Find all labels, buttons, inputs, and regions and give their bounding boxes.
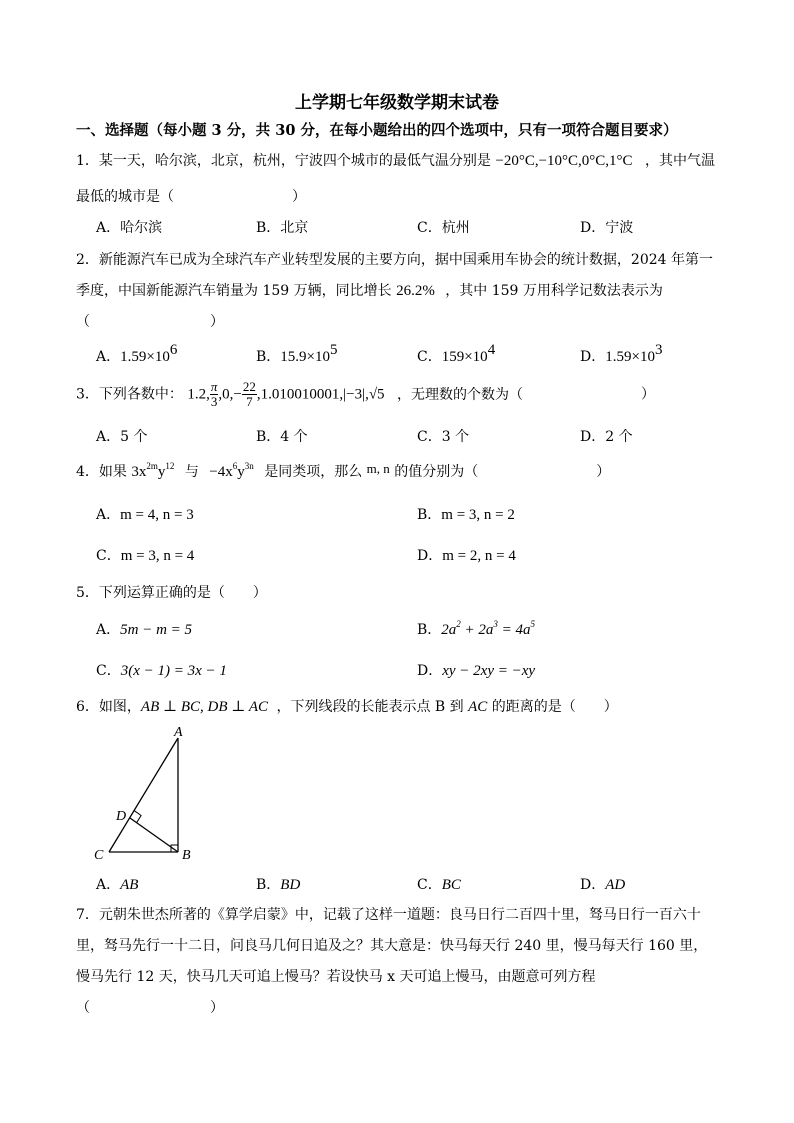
- exponent: 2m: [146, 461, 158, 471]
- option-c[interactable]: [96, 660, 227, 680]
- square-root: √5: [368, 386, 385, 403]
- exponent: 6: [232, 461, 238, 471]
- math-expression: 159×10: [441, 349, 488, 365]
- option-label: C．: [96, 548, 121, 564]
- question-text: 的值分别为（: [394, 464, 479, 480]
- question-text: 的距离的是（ ）: [491, 699, 618, 715]
- math-expression: m = 3, n = 2: [441, 507, 515, 523]
- question-5: [76, 582, 267, 602]
- math-expression: 1.59×10: [605, 349, 655, 365]
- math-expression: 1.59×10: [120, 349, 170, 365]
- vertex-label-c: C: [94, 848, 104, 863]
- exponent: 3: [493, 619, 498, 629]
- math-expression: ,1.010010001,: [256, 386, 344, 403]
- math-part: = 4a: [497, 622, 531, 638]
- math-expression: 3(x − 1) = 3x − 1: [120, 663, 227, 679]
- option-d[interactable]: [417, 545, 516, 565]
- option-d[interactable]: [417, 660, 535, 680]
- question-number: 7．: [76, 907, 99, 923]
- option-label: D．: [580, 877, 606, 893]
- math-expression: BD: [280, 877, 301, 893]
- option-c[interactable]: [417, 342, 496, 366]
- question-2: [76, 249, 713, 269]
- segment-ac: [109, 738, 178, 852]
- math-expression: AC: [468, 699, 488, 715]
- option-b[interactable]: B．北京: [256, 220, 309, 236]
- option-a[interactable]: [96, 619, 192, 639]
- exponent: 6: [169, 342, 178, 358]
- option-d[interactable]: [580, 342, 663, 366]
- option-b[interactable]: [417, 619, 535, 639]
- numerator: 22: [242, 379, 256, 394]
- question-text: ，下列线段的长能表示点 B 到: [276, 699, 464, 715]
- exponent: 4: [487, 342, 496, 358]
- option-a[interactable]: [96, 342, 178, 366]
- math-expression: 3x: [131, 464, 147, 480]
- option-d[interactable]: [580, 874, 625, 894]
- question-3: [76, 380, 655, 409]
- fraction-22-over-7: [242, 380, 257, 409]
- question-7-line3: 慢马先行 12 天，快马几天可追上慢马？若设快马 x 天可追上慢马，由题意可列方程: [76, 969, 596, 985]
- question-7: [76, 904, 701, 924]
- question-text: 下列各数中：: [98, 386, 183, 403]
- option-label: D．: [417, 663, 443, 679]
- answer-paren: ）: [210, 314, 224, 330]
- option-a[interactable]: A．5 个: [96, 429, 148, 445]
- option-a[interactable]: [96, 874, 138, 894]
- option-label: C．: [417, 877, 442, 893]
- math-expression: −4x: [209, 464, 233, 480]
- math-expression: m = 3, n = 4: [120, 548, 195, 564]
- question-text: 下列运算正确的是（ ）: [98, 585, 267, 601]
- option-b[interactable]: [417, 504, 515, 524]
- page-title: 上学期七年级数学期末试卷: [295, 93, 499, 113]
- option-label: A．: [96, 622, 121, 638]
- math-expression: xy − 2xy = −xy: [442, 663, 536, 679]
- option-label: C．: [417, 349, 442, 365]
- option-a[interactable]: [96, 504, 194, 524]
- math-expression: m, n: [366, 461, 390, 476]
- option-label: A．: [96, 877, 121, 893]
- vertex-label-d: D: [116, 809, 127, 824]
- exponent: 5: [330, 342, 338, 358]
- math-expression: −20°C,−10°C,0°C,1°C: [495, 153, 633, 169]
- question-text: 某一天，哈尔滨，北京，杭州，宁波四个城市的最低气温分别是: [98, 153, 491, 169]
- question-7-line2: 里，驽马先行一十二日，问良马几何日追及之？其大意是：快马每天行 240 里，慢马每天行 160 里，: [76, 938, 708, 954]
- question-number: 1．: [76, 153, 99, 169]
- question-6: [76, 696, 618, 716]
- question-text: 季度，中国新能源汽车销量为 159 万辆，同比增长: [76, 283, 392, 299]
- math-expression: y: [157, 464, 166, 480]
- question-text: ，其中 159 万用科学记数法表示为: [445, 283, 663, 299]
- math-expression: ,0,−: [218, 386, 242, 403]
- question-4: [76, 461, 610, 481]
- option-c[interactable]: C．杭州: [417, 220, 470, 236]
- right-angle-mark-d: [135, 811, 142, 823]
- option-label: A．: [96, 507, 121, 523]
- vertex-label-a: A: [174, 725, 183, 740]
- answer-paren: （: [76, 1000, 90, 1016]
- term-1: [131, 461, 175, 480]
- term-2: [209, 461, 254, 480]
- math-expression: m = 4, n = 3: [120, 507, 194, 523]
- option-label: B．: [256, 349, 281, 365]
- exponent: 3n: [244, 461, 254, 471]
- question-text: 最低的城市是（: [76, 189, 174, 205]
- math-expression: 1.2,: [187, 386, 210, 403]
- math-expression: 15.9×10: [280, 349, 331, 365]
- option-b[interactable]: [256, 342, 338, 366]
- question-text: ，无理数的个数为（: [397, 386, 524, 403]
- math-expression: 26.2%: [396, 283, 435, 299]
- question-text: 是同类项，那么: [264, 464, 363, 480]
- exponent: 12: [165, 461, 175, 471]
- math-expression: AB ⊥ BC, DB ⊥ AC: [140, 699, 269, 715]
- option-d[interactable]: D．2 个: [580, 429, 633, 445]
- numerator: π: [210, 379, 218, 394]
- math-expression: [441, 619, 536, 638]
- triangle-figure: [88, 722, 208, 867]
- question-text: 新能源汽车已成为全球汽车产业转型发展的主要方向，据中国乘用车协会的统计数据，2024 年第一: [98, 252, 713, 268]
- question-number: 6．: [76, 699, 99, 715]
- math-expression: m = 2, n = 4: [442, 548, 516, 564]
- absolute-value: |−3|: [343, 386, 366, 403]
- math-expression: AB: [120, 877, 139, 893]
- question-1: [76, 150, 715, 170]
- option-label: B．: [417, 622, 442, 638]
- math-part: + 2a: [460, 622, 494, 638]
- answer-paren: ）: [210, 1000, 224, 1016]
- answer-paren: ）: [292, 189, 306, 205]
- answer-paren: ）: [641, 386, 656, 403]
- question-number: 2．: [76, 252, 99, 268]
- option-d[interactable]: D．宁波: [580, 220, 634, 236]
- question-text: 如果: [98, 464, 127, 480]
- option-label: D．: [580, 349, 606, 365]
- exponent: 2: [456, 619, 461, 629]
- question-text: ，其中气温: [645, 153, 716, 169]
- question-number: 5．: [76, 585, 99, 601]
- question-2-line2: [76, 280, 663, 300]
- option-label: B．: [417, 507, 442, 523]
- question-7-line4: [76, 997, 224, 1017]
- math-part: 2a: [441, 622, 457, 638]
- question-1-line2: [76, 186, 306, 206]
- math-expression: 5m − m = 5: [120, 622, 193, 638]
- option-c[interactable]: C．3 个: [417, 429, 470, 445]
- math-expression: AD: [605, 877, 626, 893]
- question-text: 如图，: [98, 699, 141, 715]
- section-heading: 一、选择题（每小题 3 分，共 30 分，在每小题给出的四个选项中，只有一项符合题目要求）: [76, 122, 678, 139]
- exponent: 3: [654, 342, 663, 358]
- option-label: A．: [96, 349, 121, 365]
- exponent: 5: [530, 619, 536, 629]
- question-text: 元朝朱世杰所著的《算学启蒙》中，记载了这样一道题：良马日行二百四十里，驽马日行一百六十: [98, 907, 701, 923]
- vertex-label-b: B: [182, 848, 191, 863]
- option-c[interactable]: [417, 874, 461, 894]
- math-expression: BC: [441, 877, 461, 893]
- question-2-line3: [76, 311, 224, 331]
- option-label: D．: [417, 548, 443, 564]
- option-a[interactable]: A．哈尔滨: [96, 220, 163, 236]
- answer-paren: ）: [596, 464, 611, 480]
- math-expression: ,: [365, 386, 369, 403]
- question-number: 3．: [76, 386, 99, 403]
- math-expression: y: [237, 464, 245, 480]
- denominator: 7: [246, 394, 253, 409]
- option-c[interactable]: [96, 545, 194, 565]
- question-number: 4．: [76, 464, 99, 480]
- answer-paren: （: [76, 314, 90, 330]
- question-text: 与: [184, 464, 199, 480]
- option-label: C．: [96, 663, 121, 679]
- option-b[interactable]: B．4 个: [256, 429, 308, 445]
- denominator: 3: [210, 394, 218, 409]
- option-b[interactable]: [256, 874, 300, 894]
- option-label: B．: [256, 877, 281, 893]
